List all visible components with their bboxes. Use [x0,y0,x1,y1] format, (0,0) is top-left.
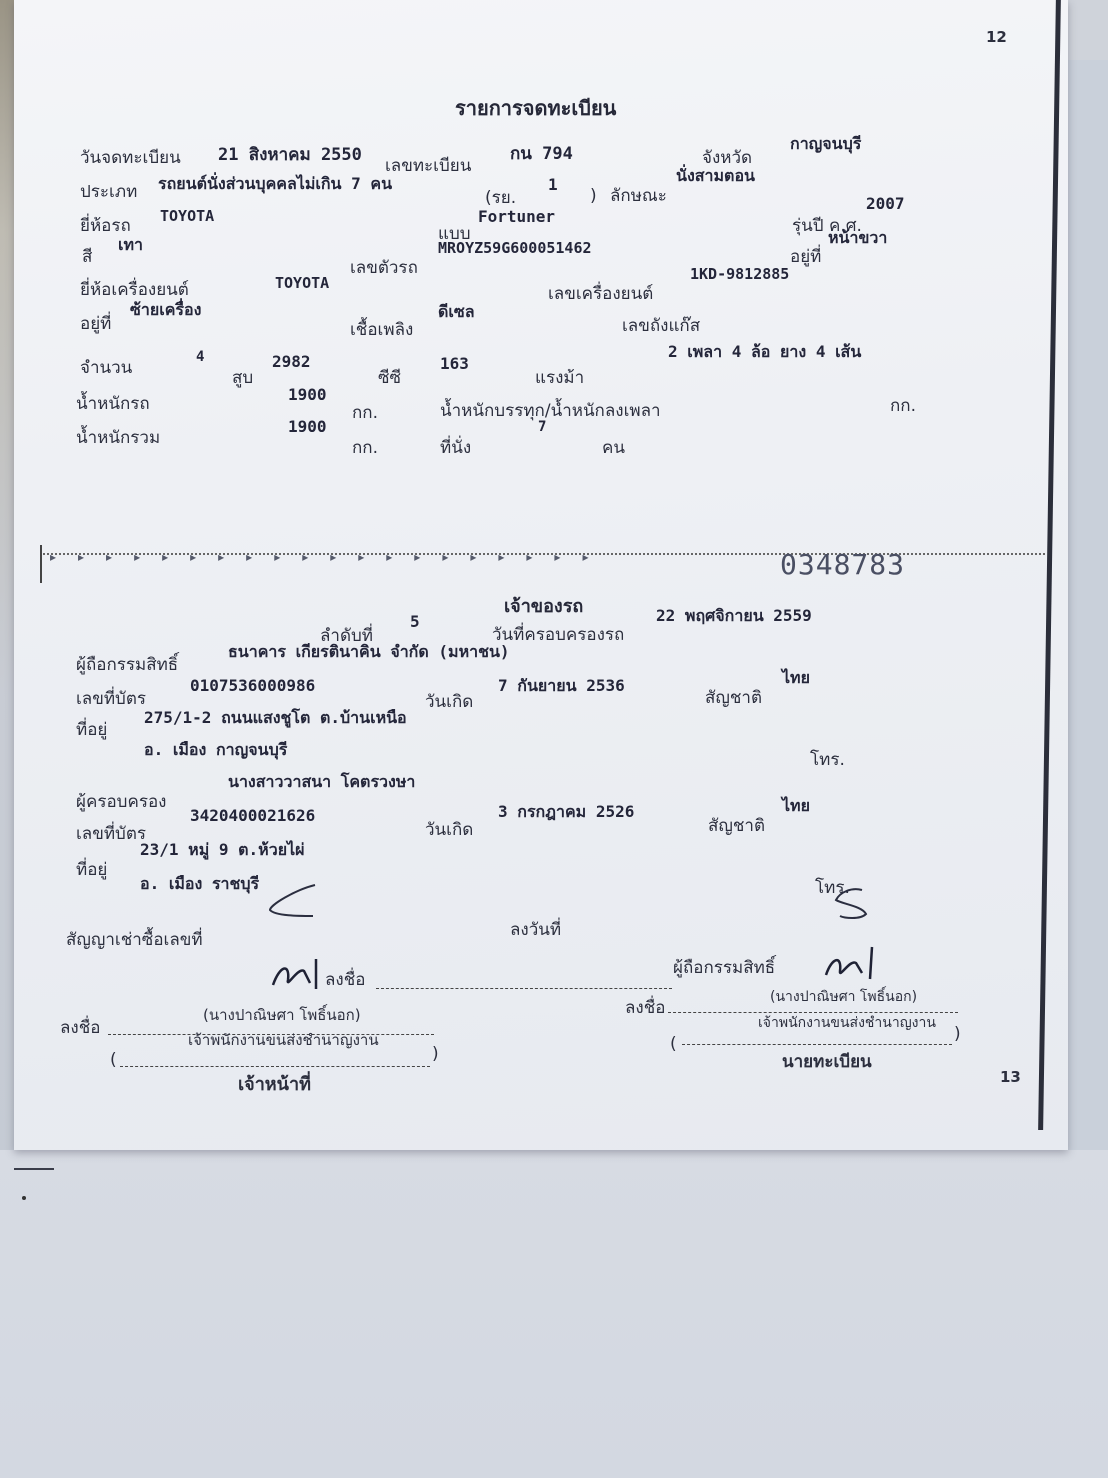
province-value: กาญจนบุรี [790,134,862,153]
vehicle-type-value: รถยนต์นั่งส่วนบุคคลไม่เกิน 7 คน [158,174,393,193]
cylinders-unit: สูบ [232,368,254,388]
load-weight-unit: กก. [890,396,916,416]
possessor-birth-label: วันเกิด [425,820,474,840]
engine-location-value: ซ้ายเครื่อง [130,300,202,319]
right-officer-position: เจ้าพนักงานขนส่งชำนาญงาน [758,1015,936,1031]
model-label: แบบ [438,224,471,244]
plate-value: กน 794 [510,144,573,164]
holder-label: ผู้ถือกรรมสิทธิ์ [76,655,179,675]
cc-unit: ซีซี [378,368,402,388]
province-label: จังหวัด [702,148,753,168]
order-value: 5 [410,612,420,631]
possessor-address-label: ที่อยู่ [76,860,108,880]
class-value: 1 [548,175,558,194]
signed-date-label: ลงวันที่ [510,920,562,940]
holder-address-label: ที่อยู่ [76,720,108,740]
chassis-location-value: หน้าขวา [828,228,888,247]
total-weight-label: น้ำหนักรวม [76,428,161,448]
right-sign-label: ลงชื่อ [625,998,666,1018]
possession-date-label: วันที่ครอบครองรถ [492,625,625,645]
registrar-signature [822,945,882,985]
holder-value: ธนาคาร เกียรตินาคิน จำกัด (มหาชน) [228,642,510,661]
fuel-value: ดีเซล [438,302,475,321]
horsepower-unit: แรงม้า [535,368,585,388]
axle-wheel-value: 2 เพลา 4 ล้อ ยาง 4 เส้น [668,342,862,361]
cylinders-value: 4 [196,349,205,365]
dash-mark-left [265,880,325,920]
total-weight-unit: กก. [352,438,378,458]
count-label: จำนวน [80,358,133,378]
possessor-id-value: 3420400021626 [190,806,316,825]
body-style-label: ลักษณะ [610,186,667,206]
page-number-bottom: 13 [1000,1068,1021,1086]
holder-nationality-value: ไทย [782,668,810,687]
holder-title: ผู้ถือกรรมสิทธิ์ [673,958,776,978]
color-value: เทา [118,235,143,254]
right-sign-line [668,1012,958,1013]
registration-date-value: 21 สิงหาคม 2550 [218,145,362,165]
brand-label: ยี่ห้อรถ [80,216,131,236]
perforation-left-tick [40,545,42,583]
right-position-line [682,1044,952,1045]
possessor-label: ผู้ครอบครอง [76,792,167,812]
vehicle-weight-unit: กก. [352,403,378,423]
underlying-page [0,1150,1108,1478]
brand-value: TOYOTA [160,207,215,225]
left-officer-role: เจ้าหน้าที่ [238,1074,311,1095]
left-position-line [120,1066,430,1067]
holder-id-value: 0107536000986 [190,676,316,695]
holder-address-line1: 275/1-2 ถนนแสงชูโต ต.บ้านเหนือ [144,708,407,727]
holder-birth-label: วันเกิด [425,692,474,712]
cc-value: 2982 [272,352,311,371]
owner-heading: เจ้าของรถ [504,596,584,617]
vehicle-weight-value: 1900 [288,385,327,404]
possessor-address-line2: อ. เมือง ราชบุรี [140,874,260,893]
seats-label: ที่นั่ง [440,438,472,458]
underlying-page-dot [22,1196,26,1200]
possessor-phone-label: โทร. [815,878,850,898]
left-paren-open: ( [110,1050,117,1070]
left-sign-label: ลงชื่อ [60,1018,101,1038]
chassis-location-label: อยู่ที่ [790,247,822,267]
holder-address-line2: อ. เมือง กาญจนบุรี [144,740,288,759]
total-weight-value: 1900 [288,417,327,436]
perforation-marks: ▸▸▸▸▸▸▸▸▸▸▸▸▸▸▸▸▸▸▸▸ [50,550,611,564]
engine-location-label: อยู่ที่ [80,314,112,334]
chassis-value: MROYZ59G600051462 [438,239,592,257]
engine-number-value: 1KD-9812885 [690,265,790,283]
left-officer-name: (นางปาณิษศา โพธิ์นอก) [203,1006,361,1024]
possessor-address-line1: 23/1 หมู่ 9 ต.ห้วยไผ่ [140,840,305,859]
class-open: (รย. [485,188,517,208]
holder-sign-line [376,988,672,989]
registration-document [14,0,1068,1150]
vehicle-weight-label: น้ำหนักรถ [76,394,150,414]
possessor-value: นางสาววาสนา โคตรวงษา [228,772,416,791]
possessor-birth-value: 3 กรกฎาคม 2526 [498,802,635,821]
left-paren-close: ) [432,1044,439,1064]
holder-signature [268,955,328,995]
chassis-label: เลขตัวรถ [350,258,418,278]
holder-nationality-label: สัญชาติ [705,688,762,708]
right-paren-open: ( [670,1034,677,1054]
model-year-label: รุ่นปี ค.ศ. [792,216,862,236]
horsepower-value: 163 [440,354,469,373]
possession-date-value: 22 พฤศจิกายน 2559 [656,606,812,625]
engine-brand-label: ยี่ห้อเครื่องยนต์ [80,280,189,300]
registration-date-label: วันจดทะเบียน [80,148,181,168]
engine-brand-value: TOYOTA [275,274,330,292]
right-officer-role: นายทะเบียน [782,1052,872,1072]
plate-label: เลขทะเบียน [385,156,472,176]
hire-purchase-label: สัญญาเช่าซื้อเลขที่ [66,930,203,950]
body-style-value: นั่งสามตอน [676,166,755,185]
dash-mark-right [822,884,872,924]
holder-id-label: เลขที่บัตร [76,689,147,709]
holder-sign-label: ลงชื่อ [325,970,366,990]
possessor-id-label: เลขที่บัตร [76,824,147,844]
possessor-nationality-value: ไทย [782,796,810,815]
possessor-nationality-label: สัญชาติ [708,816,765,836]
seats-unit: คน [602,438,625,458]
fuel-label: เชื้อเพลิง [350,320,414,340]
seats-value: 7 [538,419,547,435]
gas-tank-label: เลขถังแก๊ส [622,316,701,336]
model-value: Fortuner [478,207,556,226]
engine-number-label: เลขเครื่องยนต์ [548,284,654,304]
document-title: รายการจดทะเบียน [455,96,617,120]
vehicle-type-label: ประเภท [80,182,138,202]
serial-number: 0348783 [780,548,906,581]
order-label: ลำดับที่ [320,626,374,646]
underlying-page-mark [14,1168,54,1170]
model-year-value: 2007 [866,194,905,213]
color-label: สี [82,247,93,267]
holder-phone-label: โทร. [810,750,845,770]
left-officer-position: เจ้าพนักงานขนส่งชำนาญงาน [188,1031,379,1049]
holder-birth-value: 7 กันยายน 2536 [498,676,625,695]
page-number-top: 12 [986,28,1007,46]
class-close: ) [590,186,597,206]
load-weight-label: น้ำหนักบรรทุก/น้ำหนักลงเพลา [440,401,661,421]
right-paren-close: ) [954,1024,961,1044]
right-officer-name: (นางปาณิษศา โพธิ์นอก) [770,989,918,1005]
